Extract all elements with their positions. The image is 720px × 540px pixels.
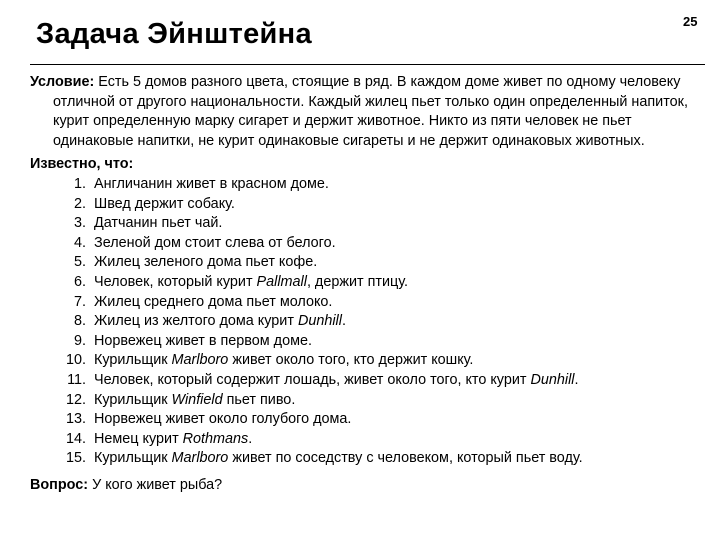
fact-text: Человек, который содержит лошадь, живет около того, кто курит [94, 371, 531, 388]
fact-number: 8. [73, 313, 86, 330]
known-label: Известно, что: [30, 156, 134, 173]
fact-item [30, 214, 710, 234]
title-divider [30, 64, 705, 65]
fact-item [30, 391, 710, 411]
brand-name: Rothmans [182, 430, 249, 447]
fact-item [30, 332, 710, 352]
fact-text-end: . [341, 313, 346, 330]
fact-text: Курильщик [94, 391, 172, 408]
fact-number: 10. [65, 352, 86, 369]
fact-text-end: живет по соседству с человеком, который пьет воду. [228, 450, 583, 467]
fact-text: Курильщик [94, 352, 172, 369]
brand-name: Dunhill [297, 313, 342, 330]
fact-text: Швед держит собаку. [94, 195, 235, 212]
fact-text-end: . [248, 430, 253, 447]
fact-item [30, 371, 710, 391]
facts-list [30, 175, 710, 469]
fact-text: Зеленой дом стоит слева от белого. [94, 234, 336, 251]
fact-number: 1. [73, 175, 86, 192]
fact-text: Датчанин пьет чай. [94, 215, 223, 232]
fact-item [30, 430, 710, 450]
brand-name: Marlboro [171, 352, 229, 369]
fact-number: 6. [73, 273, 86, 290]
fact-text: Немец курит [94, 430, 183, 447]
question-label: Вопрос: [30, 476, 89, 493]
fact-item [30, 253, 710, 273]
brand-name: Dunhill [530, 371, 575, 388]
brand-name: Pallmall [256, 273, 307, 290]
condition-paragraph [30, 73, 710, 151]
fact-number: 4. [73, 234, 86, 251]
fact-text: Норвежец живет около голубого дома. [94, 411, 352, 428]
fact-text-end: . [574, 371, 579, 388]
question-line [30, 476, 710, 496]
fact-number: 2. [73, 195, 86, 212]
fact-text: Жилец среднего дома пьет молоко. [94, 293, 333, 310]
fact-item [30, 234, 710, 254]
fact-text: Норвежец живет в первом доме. [94, 332, 312, 349]
question-text: У кого живет рыба? [92, 476, 223, 493]
fact-item [30, 351, 710, 371]
fact-number: 5. [73, 254, 86, 271]
fact-number: 9. [73, 332, 86, 349]
condition-label: Условие: [30, 74, 95, 90]
fact-number: 12. [65, 391, 86, 408]
fact-number: 3. [73, 215, 86, 232]
fact-text-end: живет около того, кто держит кошку. [228, 352, 474, 369]
fact-text: Англичанин живет в красном доме. [94, 175, 329, 192]
fact-item [30, 410, 710, 430]
fact-text: Человек, который курит [94, 273, 257, 290]
page-number: 25 [683, 14, 698, 29]
fact-text: Жилец из желтого дома курит [94, 313, 298, 330]
fact-number: 7. [73, 293, 86, 310]
fact-text-end: , держит птицу. [306, 273, 409, 290]
slide-content [30, 73, 710, 495]
fact-number: 14. [65, 430, 86, 447]
fact-number: 15. [65, 450, 86, 467]
fact-text: Жилец зеленого дома пьет кофе. [94, 254, 318, 271]
brand-name: Marlboro [171, 450, 229, 467]
fact-item [30, 449, 710, 469]
fact-text: Курильщик [94, 450, 172, 467]
fact-text-end: пьет пиво. [222, 391, 296, 408]
slide-title: Задача Эйнштейна [36, 18, 312, 50]
fact-number: 13. [65, 411, 86, 428]
condition-text: Есть 5 домов разного цвета, стоящие в ряд. В каждом доме живет по одному человеку отличной от другого национальности. Каждый жилец пьет только один определенный напиток, курит определенную марку сигарет и держит животное. Никто из пяти человек не пьет одинаковые напитки, не курит одинаковые сигареты и не держит одинаковых животных. [53, 74, 688, 149]
fact-item [30, 175, 710, 195]
brand-name: Winfield [171, 391, 223, 408]
fact-number: 11. [67, 371, 86, 388]
fact-item [30, 273, 710, 293]
fact-item [30, 195, 710, 215]
fact-item [30, 293, 710, 313]
fact-item [30, 312, 710, 332]
